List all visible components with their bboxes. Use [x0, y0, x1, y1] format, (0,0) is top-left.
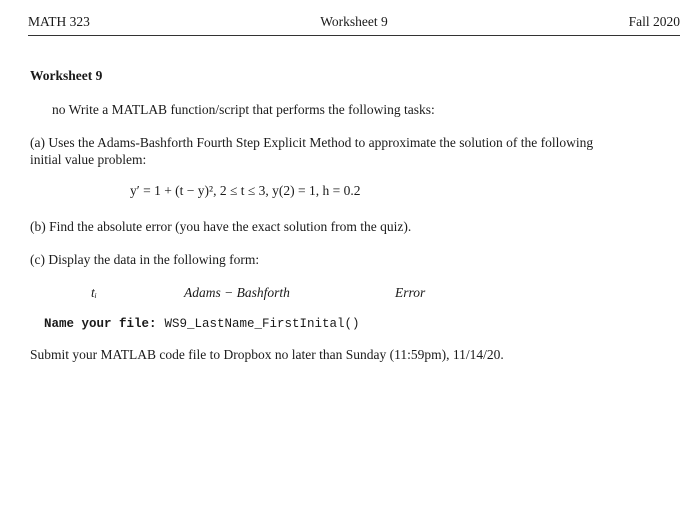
part-a-paragraph — [30, 134, 682, 168]
filename-label: Name your file: — [44, 317, 157, 331]
output-column-headers — [0, 285, 700, 303]
intro-paragraph: no Write a MATLAB function/script that performs the following tasks: — [52, 102, 435, 117]
ivp-equation: y′ = 1 + (t − y)², 2 ≤ t ≤ 3, y(2) = 1, h = 0.2 — [130, 183, 361, 198]
column-error: Error — [395, 285, 426, 300]
term-label: Fall 2020 — [628, 14, 680, 29]
filename-value: WS9_LastName_FirstInital() — [164, 317, 360, 331]
page-header — [28, 14, 680, 34]
submit-instruction: Submit your MATLAB code file to Dropbox no later than Sunday (11:59pm), 11/14/20. — [30, 347, 504, 362]
filename-instruction — [44, 317, 360, 331]
course-label: MATH 323 — [28, 14, 90, 29]
part-b-paragraph: (b) Find the absolute error (you have the exact solution from the quiz). — [30, 219, 412, 234]
part-c-paragraph: (c) Display the data in the following form: — [30, 252, 260, 267]
header-sheet-label: Worksheet 9 — [320, 14, 388, 29]
part-a-line-2: initial value problem: — [30, 152, 147, 167]
column-adams-bashforth: Adams − Bashforth — [184, 285, 290, 300]
column-ti: tᵢ — [91, 285, 97, 300]
worksheet-title: Worksheet 9 — [30, 68, 103, 83]
part-a-line-1: (a) Uses the Adams-Bashforth Fourth Step Explicit Method to approximate the solution of the following — [30, 135, 594, 150]
header-divider — [28, 35, 680, 36]
